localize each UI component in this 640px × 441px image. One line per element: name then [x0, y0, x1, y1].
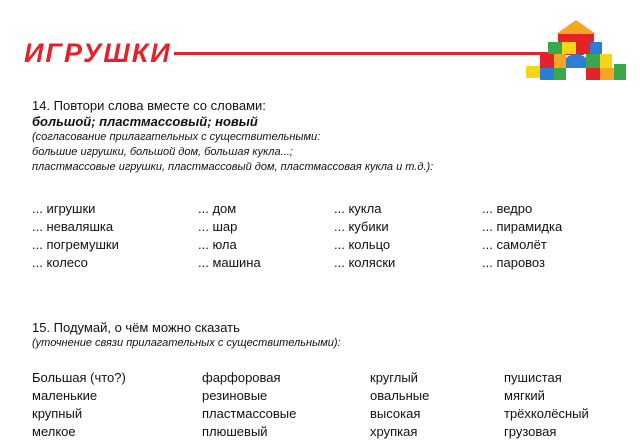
word-item: трёхколёсный — [504, 406, 589, 421]
word-item: резиновые — [202, 388, 268, 403]
exercise-14-note-line: (согласование прилагательных с существительными: — [32, 131, 321, 143]
word-item: ... юла — [198, 237, 237, 252]
word-item: круглый — [370, 370, 418, 385]
word-item: ... кольцо — [334, 237, 391, 252]
page-title: ИГРУШКИ — [24, 38, 172, 68]
word-item: Большая (что?) — [32, 370, 126, 385]
exercise-15-heading: 15. Подумай, о чём можно сказать — [32, 320, 240, 335]
word-item: маленькие — [32, 388, 98, 403]
word-item: ... кукла — [334, 201, 382, 216]
word-item: ... неваляшка — [32, 219, 114, 234]
exercise-15-word-grid — [32, 369, 612, 441]
word-item: пластмассовые — [202, 406, 297, 421]
word-item: ... игрушки — [32, 201, 96, 216]
word-item: хрупкая — [370, 424, 418, 439]
word-item: крупный — [32, 406, 83, 421]
exercise-15-note: (уточнение связи прилагательных с существительными): — [32, 337, 341, 349]
word-item: ... колесо — [32, 255, 88, 270]
word-item: плюшевый — [202, 424, 268, 439]
word-item: мягкий — [504, 388, 545, 403]
word-item: ... ведро — [482, 201, 533, 216]
word-item: овальные — [370, 388, 430, 403]
word-item: грузовая — [504, 424, 557, 439]
exercise-14-note-line: большие игрушки, большой дом, большая кукла...; — [32, 146, 293, 158]
exercise-14-note-line: пластмассовые игрушки, пластмассовый дом, пластмассовая кукла и т.д.): — [32, 161, 434, 173]
word-item: ... погремушки — [32, 237, 119, 252]
word-item: пушистая — [504, 370, 562, 385]
word-item: ... коляски — [334, 255, 396, 270]
word-item: ... кубики — [334, 219, 389, 234]
exercise-15 — [32, 320, 612, 351]
toy-blocks-icon — [518, 14, 628, 84]
word-item: ... самолёт — [482, 237, 547, 252]
word-item: мелкое — [32, 424, 76, 439]
word-item: ... пирамидка — [482, 219, 563, 234]
word-item: ... дом — [198, 201, 237, 216]
exercise-14-word-grid — [32, 200, 592, 272]
word-item: высокая — [370, 406, 421, 421]
exercise-14-heading: 14. Повтори слова вместе со словами: — [32, 98, 266, 113]
word-item: фарфоровая — [202, 370, 281, 385]
page-header — [24, 38, 584, 68]
exercise-14-words: большой; пластмассовый; новый — [32, 114, 258, 129]
word-item: ... шар — [198, 219, 238, 234]
word-item: ... паровоз — [482, 255, 545, 270]
exercise-14 — [32, 98, 612, 175]
word-item: ... машина — [198, 255, 261, 270]
